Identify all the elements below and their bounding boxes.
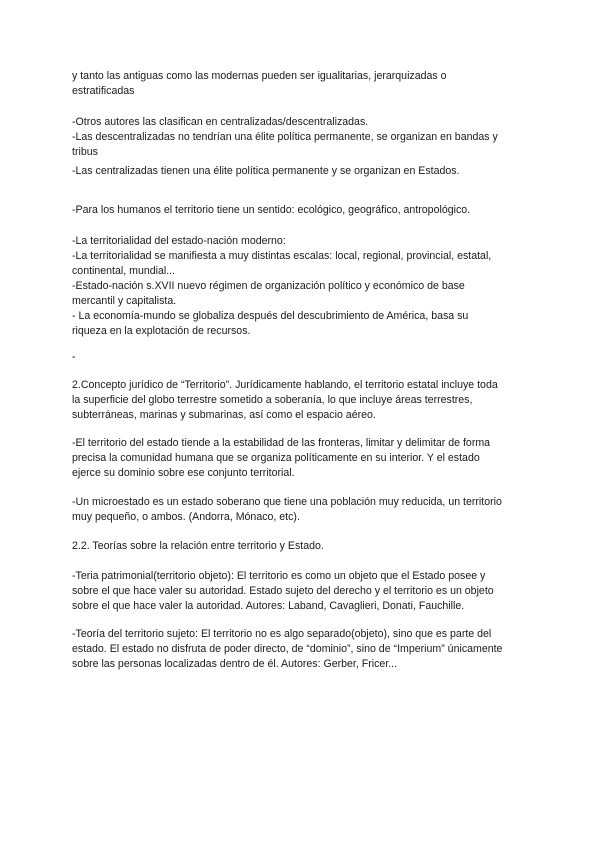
text-line: -Las centralizadas tienen una élite política permanente y se organizan en Estados. — [72, 165, 460, 177]
text-line: estratificadas — [72, 85, 135, 97]
text-line: y tanto las antiguas como las modernas pueden ser igualitarias, jerarquizadas o — [72, 70, 447, 82]
paragraph-legal-concept — [72, 378, 542, 423]
text-line: riqueza en la explotación de recursos. — [72, 325, 251, 337]
paragraph-societies-classification — [72, 69, 542, 99]
paragraph-subject-theory — [72, 627, 542, 672]
text-line: -Teoría del territorio sujeto: El territorio no es algo separado(objeto), sino que es parte del — [72, 628, 492, 640]
text-line: 2.Concepto jurídico de “Territorio”. Jurídicamente hablando, el territorio estatal incluye toda — [72, 379, 498, 391]
paragraph-microstate — [72, 495, 542, 525]
text-line: sobre las personas localizadas dentro de él. Autores: Gerber, Fricer... — [72, 658, 398, 670]
text-line: precisa la comunidad humana que se organiza políticamente en su interior. Y el estado — [72, 452, 480, 464]
text-line: subterráneas, marinas y submarinas, así como el espacio aéreo. — [72, 409, 376, 421]
text-line: -Estado-nación s.XVII nuevo régimen de organización político y económico de base — [72, 280, 465, 292]
text-line: sobre el que hace valer la autoridad. Autores: Laband, Cavaglieri, Donati, Fauchille. — [72, 600, 465, 612]
text-line: estado. El estado no disfruta de poder directo, de “dominio”, sino de “Imperium” únicamente — [72, 643, 503, 655]
text-line: muy pequeño, o ambos. (Andorra, Mónaco, etc). — [72, 511, 300, 523]
section-heading-theories — [72, 539, 542, 554]
text-line: -La territorialidad del estado-nación moderno: — [72, 235, 286, 247]
text-line: mercantil y capitalista. — [72, 295, 177, 307]
text-line: -Para los humanos el territorio tiene un sentido: ecológico, geográfico, antropológico. — [72, 204, 471, 216]
text-line: ejerce su dominio sobre ese conjunto territorial. — [72, 467, 295, 479]
text-line: -La territorialidad se manifiesta a muy distintas escalas: local, regional, provincial, estatal, — [72, 250, 492, 262]
paragraph-territory-meaning — [72, 203, 542, 218]
text-line: continental, mundial... — [72, 265, 176, 277]
text-line: 2.2. Teorías sobre la relación entre territorio y Estado. — [72, 540, 324, 552]
text-line: sobre el que hace valer su autoridad. Estado sujeto del derecho y el territorio es un objeto — [72, 585, 494, 597]
text-line: -El territorio del estado tiende a la estabilidad de las fronteras, limitar y delimitar de forma — [72, 437, 491, 449]
text-line: - La economía-mundo se globaliza después del descubrimiento de América, basa su — [72, 310, 469, 322]
paragraph-territoriality — [72, 234, 542, 339]
paragraph-patrimonial-theory — [72, 569, 542, 614]
text-line: -Otros autores las clasifican en centralizadas/descentralizadas. — [72, 116, 369, 128]
text-line: - — [72, 351, 76, 363]
paragraph-centralized — [72, 164, 542, 179]
paragraph-dash — [72, 350, 542, 365]
text-line: la superficie del globo terrestre sometido a soberanía, lo que incluye áreas terrestres, — [72, 394, 473, 406]
text-line: -Teria patrimonial(territorio objeto): El territorio es como un objeto que el Estado posee y — [72, 570, 486, 582]
paragraph-other-authors — [72, 115, 542, 160]
text-line: tribus — [72, 146, 98, 158]
paragraph-state-territory — [72, 436, 542, 481]
text-line: -Un microestado es un estado soberano que tiene una población muy reducida, un territorio — [72, 496, 502, 508]
text-line: -Las descentralizadas no tendrían una élite política permanente, se organizan en bandas y — [72, 131, 498, 143]
